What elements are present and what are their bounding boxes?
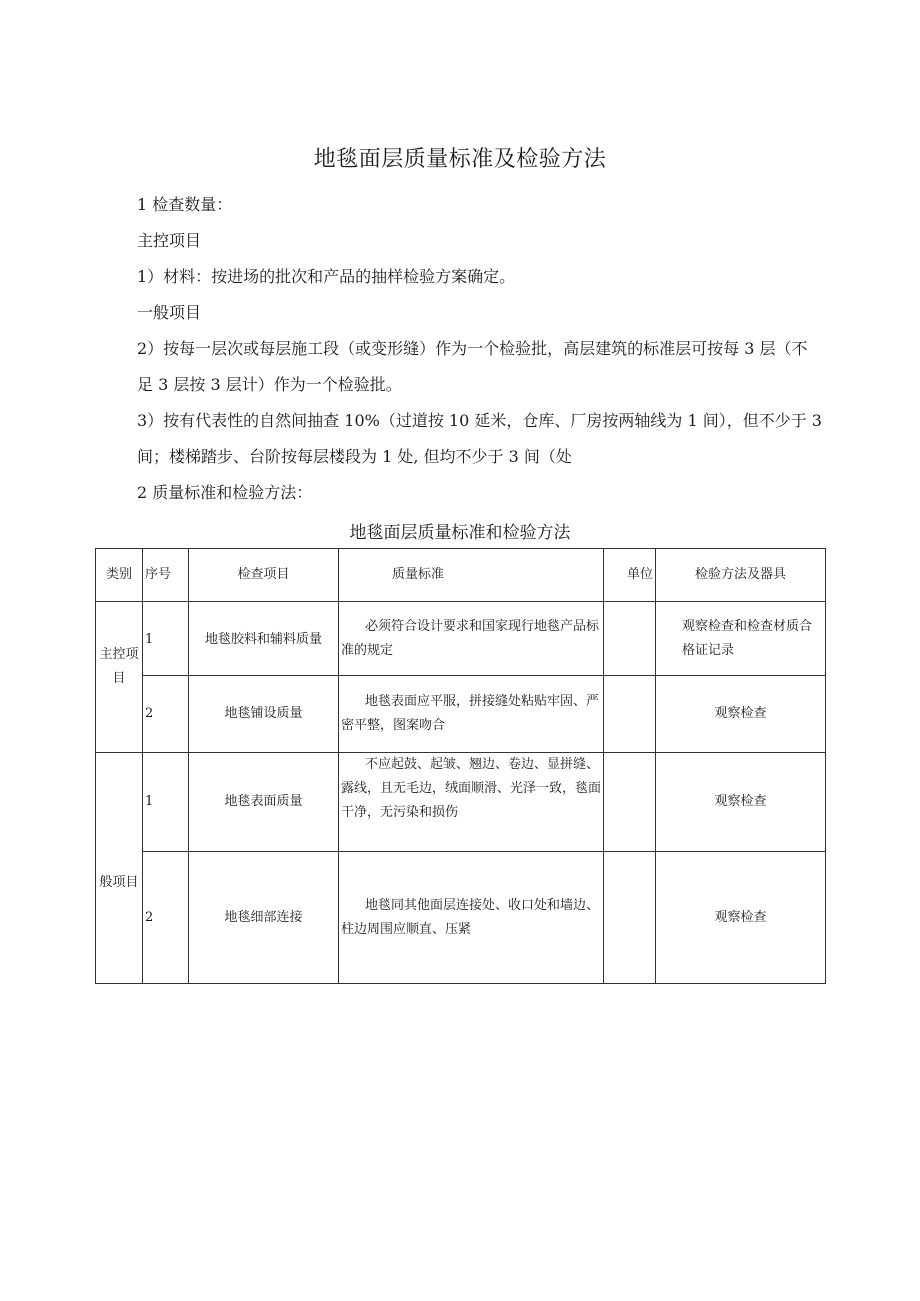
intro-section <box>137 187 822 511</box>
row-unit <box>604 753 656 852</box>
row-method: 观察检查 <box>656 753 826 852</box>
row-no: 2 <box>143 676 189 753</box>
paragraph-main-control: 主控项目 <box>137 231 202 250</box>
row-unit <box>604 676 656 753</box>
table-row <box>96 753 826 852</box>
paragraph-material: 1）材料：按进场的批次和产品的抽样检验方案确定。 <box>137 267 516 286</box>
row-no: 1 <box>143 602 189 676</box>
row-standard: 地毯同其他面层连接处、收口处和墙边、柱边周围应顺直、压紧 <box>339 852 604 984</box>
table-caption: 地毯面层质量标准和检验方法 <box>349 523 571 543</box>
row-unit <box>604 602 656 676</box>
row-item: 地毯表面质量 <box>189 753 339 852</box>
quality-table <box>95 548 826 984</box>
row-no: 2 <box>143 852 189 984</box>
header-standard: 质量标准 <box>339 549 604 602</box>
table-row <box>96 676 826 753</box>
header-unit: 单位 <box>604 549 656 602</box>
row-standard: 不应起鼓、起皱、翘边、卷边、显拼缝、露线，且无毛边，绒面顺滑、光泽一致，毯面干净，无污染和损伤 <box>339 753 604 852</box>
paragraph-sampling-rule: 3）按有代表性的自然间抽查 10%（过道按 10 延米，仓库、厂房按两轴线为 1 间），但不少于 3 间；楼梯踏步、台阶按每层楼段为 1 处, 但均不少于 3 间（处 <box>137 411 822 466</box>
row-no: 1 <box>143 753 189 852</box>
row-unit <box>604 852 656 984</box>
header-method: 检验方法及器具 <box>656 549 826 602</box>
row-method: 观察检查 <box>656 676 826 753</box>
table-row <box>96 602 826 676</box>
category-cell-main: 主控项目 <box>96 602 143 753</box>
row-standard: 地毯表面应平服，拼接缝处粘贴牢固、严密平整，图案吻合 <box>339 676 604 753</box>
paragraph-inspection-quantity: 1 检查数量： <box>137 195 233 214</box>
category-cell-general: 般项目 <box>96 753 143 984</box>
row-method: 观察检查和检查材质合格证记录 <box>656 602 826 676</box>
row-method: 观察检查 <box>656 852 826 984</box>
table-row <box>96 852 826 984</box>
row-item: 地毯细部连接 <box>189 852 339 984</box>
table-header-row <box>96 549 826 602</box>
row-item: 地毯胶料和辅料质量 <box>189 602 339 676</box>
paragraph-batch-rule: 2）按每一层次或每层施工段（或变形缝）作为一个检验批，高层建筑的标准层可按每 3 层（不足 3 层按 3 层计）作为一个检验批。 <box>137 339 808 394</box>
header-category: 类别 <box>96 549 143 602</box>
row-standard: 必须符合设计要求和国家现行地毯产品标准的规定 <box>339 602 604 676</box>
paragraph-quality-standard: 2 质量标准和检验方法： <box>137 483 313 502</box>
paragraph-general: 一般项目 <box>137 303 202 322</box>
header-item: 检查项目 <box>189 549 339 602</box>
page-title: 地毯面层质量标准及检验方法 <box>313 147 607 172</box>
header-no: 序号 <box>143 549 189 602</box>
row-item: 地毯铺设质量 <box>189 676 339 753</box>
